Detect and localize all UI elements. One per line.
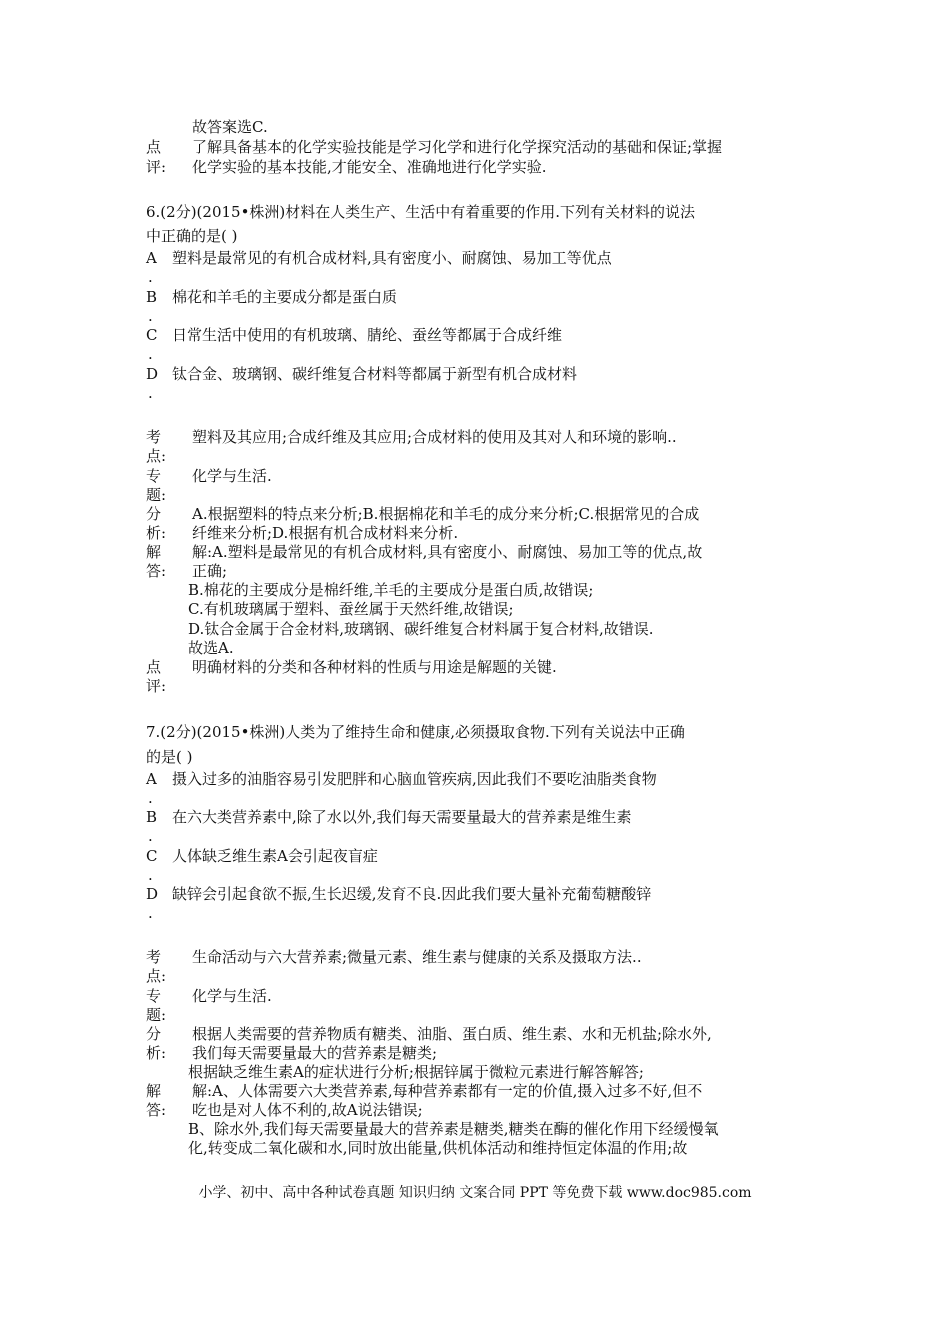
option-dot: . — [148, 789, 153, 807]
option-d-text: 钛合金、玻璃钢、碳纤维复合材料等都属于新型有机合成材料 — [172, 365, 578, 383]
option-letter: D — [146, 365, 159, 383]
zhuanti-label: 题: — [146, 1006, 167, 1024]
jieda-line: B、除水外,我们每天需要量最大的营养素是糖类,糖类在酶的催化作用下经缓慢氧 — [188, 1120, 719, 1138]
jieda-line: 吃也是对人体不利的,故A说法错误; — [192, 1101, 423, 1119]
zhuanti-text: 化学与生活. — [192, 467, 272, 485]
fenxi-text: A.根据塑料的特点来分析;B.根据棉花和羊毛的成分来分析;C.根据常见的合成 — [192, 505, 700, 523]
comment-label: 评: — [146, 158, 167, 176]
kaodian-label: 考 — [146, 428, 162, 446]
jieda-label: 解 — [146, 543, 162, 561]
option-a-text: 摄入过多的油脂容易引发肥胖和心脑血管疾病,因此我们不要吃油脂类食物 — [172, 770, 657, 788]
jieda-label: 答: — [146, 1101, 167, 1119]
answer-line: 故答案选C. — [192, 118, 268, 136]
jieda-line: B.棉花的主要成分是棉纤维,羊毛的主要成分是蛋白质,故错误; — [188, 581, 594, 599]
jieda-line: 化,转变成二氧化碳和水,同时放出能量,供机体活动和维持恒定体温的作用;故 — [188, 1139, 688, 1157]
dianping-label: 点 — [146, 658, 162, 676]
option-d-text: 缺锌会引起食欲不振,生长迟缓,发育不良.因此我们要大量补充葡萄糖酸锌 — [172, 885, 652, 903]
comment-label: 点 — [146, 138, 162, 156]
kaodian-label: 点: — [146, 967, 167, 985]
option-dot: . — [148, 827, 153, 845]
option-letter: B — [146, 288, 158, 306]
fenxi-label: 分 — [146, 505, 162, 523]
jieda-line: D.钛合金属于合金材料,玻璃钢、碳纤维复合材料属于复合材料,故错误. — [188, 620, 654, 638]
option-dot: . — [148, 866, 153, 884]
fenxi-line: 根据缺乏维生素A的症状进行分析;根据锌属于微粒元素进行解答解答; — [188, 1063, 644, 1081]
jieda-label: 答: — [146, 562, 167, 580]
option-dot: . — [148, 307, 153, 325]
option-letter: D — [146, 885, 159, 903]
fenxi-line: 我们每天需要量最大的营养素是糖类; — [192, 1044, 438, 1062]
option-letter: A — [146, 770, 157, 788]
zhuanti-text: 化学与生活. — [192, 987, 272, 1005]
zhuanti-label: 题: — [146, 486, 167, 504]
jieda-line: 故选A. — [188, 639, 234, 657]
fenxi-text: 纤维来分析;D.根据有机合成材料来分析. — [192, 524, 459, 542]
option-letter: C — [146, 326, 158, 344]
fenxi-label: 析: — [146, 1044, 167, 1062]
question-7-stem: 7.(2分)(2015•株洲)人类为了维持生命和健康,必须摄取食物.下列有关说法中正确 — [146, 723, 685, 741]
kaodian-text: 塑料及其应用;合成纤维及其应用;合成材料的使用及其对人和环境的影响.. — [192, 428, 677, 446]
jieda-line: 解:A、人体需要六大类营养素,每种营养素都有一定的价值,摄入过多不好,但不 — [192, 1082, 703, 1100]
fenxi-line: 根据人类需要的营养物质有糖类、油脂、蛋白质、维生素、水和无机盐;除水外, — [192, 1025, 712, 1043]
dianping-text: 明确材料的分类和各种材料的性质与用途是解题的关键. — [192, 658, 557, 676]
comment-text: 化学实验的基本技能,才能安全、准确地进行化学实验. — [192, 158, 547, 176]
option-c-text: 人体缺乏维生素A会引起夜盲症 — [172, 847, 378, 865]
option-a-text: 塑料是最常见的有机合成材料,具有密度小、耐腐蚀、易加工等优点 — [172, 249, 612, 267]
option-letter: C — [146, 847, 158, 865]
zhuanti-label: 专 — [146, 987, 162, 1005]
kaodian-label: 考 — [146, 948, 162, 966]
jieda-line: 正确; — [192, 562, 228, 580]
option-dot: . — [148, 384, 153, 402]
jieda-label: 解 — [146, 1082, 162, 1100]
option-dot: . — [148, 268, 153, 286]
option-letter: A — [146, 249, 157, 267]
page-footer: 小学、初中、高中各种试卷真题 知识归纳 文案合同 PPT 等免费下载 www.doc985.com — [198, 1185, 752, 1201]
question-6-stem: 中正确的是( ) — [146, 227, 238, 245]
option-dot: . — [148, 345, 153, 363]
fenxi-label: 析: — [146, 524, 167, 542]
option-c-text: 日常生活中使用的有机玻璃、腈纶、蚕丝等都属于合成纤维 — [172, 326, 563, 344]
fenxi-label: 分 — [146, 1025, 162, 1043]
dianping-label: 评: — [146, 677, 167, 695]
kaodian-label: 点: — [146, 447, 167, 465]
option-dot: . — [148, 904, 153, 922]
question-6-stem: 6.(2分)(2015•株洲)材料在人类生产、生活中有着重要的作用.下列有关材料的说法 — [146, 203, 696, 221]
option-b-text: 棉花和羊毛的主要成分都是蛋白质 — [172, 288, 398, 306]
question-7-stem: 的是( ) — [146, 748, 193, 766]
zhuanti-label: 专 — [146, 467, 162, 485]
option-letter: B — [146, 808, 158, 826]
option-b-text: 在六大类营养素中,除了水以外,我们每天需要量最大的营养素是维生素 — [172, 808, 632, 826]
jieda-line: C.有机玻璃属于塑料、蚕丝属于天然纤维,故错误; — [188, 600, 514, 618]
kaodian-text: 生命活动与六大营养素;微量元素、维生素与健康的关系及摄取方法.. — [192, 948, 642, 966]
comment-text: 了解具备基本的化学实验技能是学习化学和进行化学探究活动的基础和保证;掌握 — [192, 138, 723, 156]
jieda-line: 解:A.塑料是最常见的有机合成材料,具有密度小、耐腐蚀、易加工等的优点,故 — [192, 543, 703, 561]
